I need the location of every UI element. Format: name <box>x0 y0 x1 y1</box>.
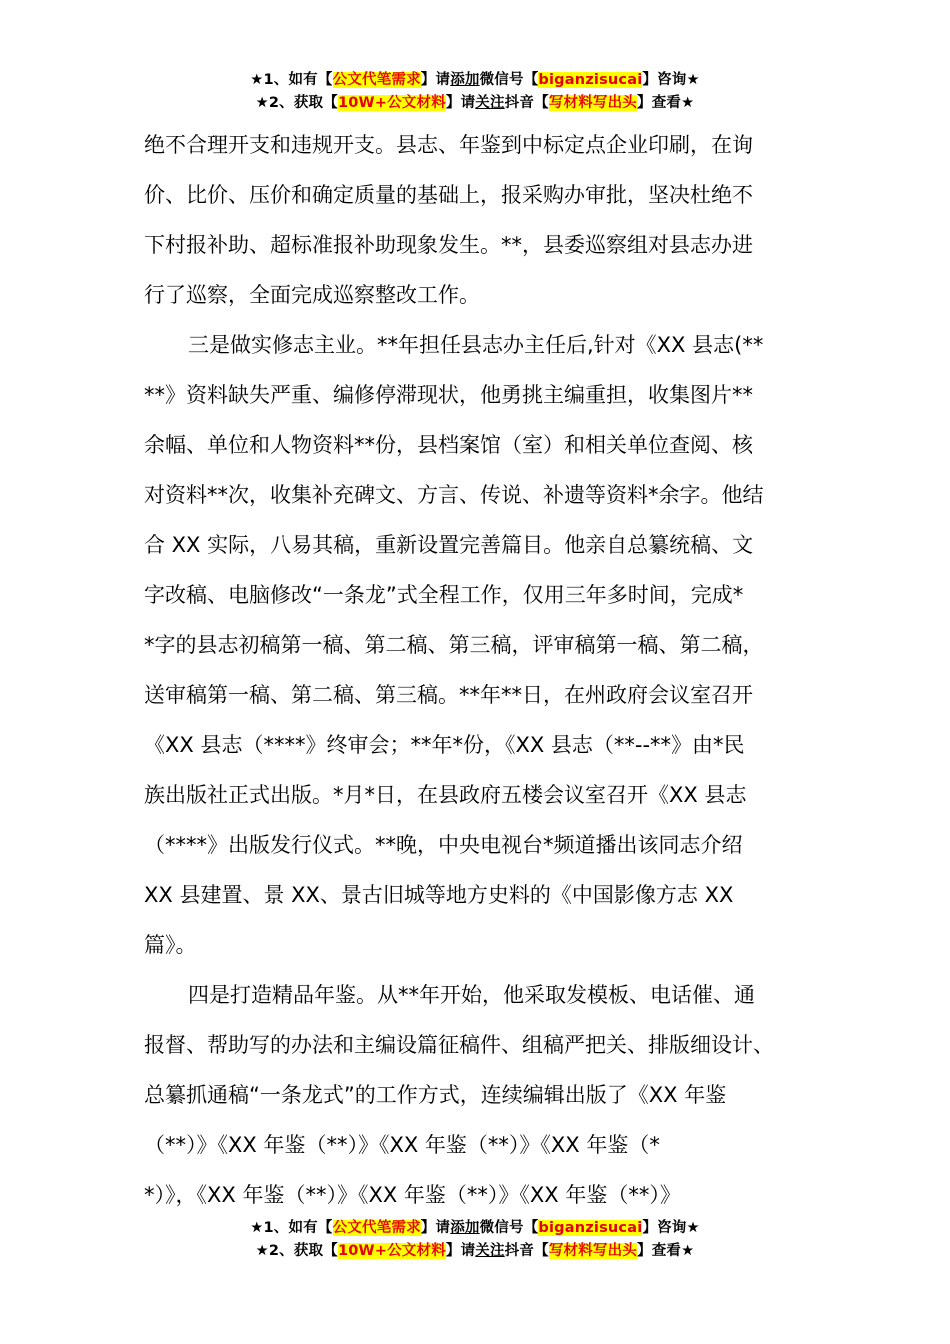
text-line: 报督、帮助写的办法和主编设篇征稿件、组稿严把关、排版细设计、 <box>144 1033 774 1057</box>
banner-text: 】请 <box>445 1243 476 1259</box>
text-line: 《XX 县志（****》终审会；**年*份，《XX 县志（**--**》由*民 <box>144 733 745 757</box>
banner-text: 抖音【 <box>504 95 549 111</box>
paragraph-1 <box>144 120 809 320</box>
text-line: 下村报补助、超标准报补助现象发生。**，县委巡察组对县志办进 <box>144 233 753 257</box>
banner-underlined: 关注 <box>475 95 505 111</box>
text-line: XX 县建置、景 XX、景古旧城等地方史料的《中国影像方志 XX <box>144 883 734 907</box>
banner-line-1 <box>0 1217 950 1240</box>
banner-text: 】查看★ <box>637 1243 695 1259</box>
banner-text: 】请 <box>445 95 476 111</box>
banner-text: 】咨询★ <box>642 1220 700 1236</box>
text-line: 送审稿第一稿、第二稿、第三稿。**年**日，在州政府会议室召开 <box>144 683 753 707</box>
banner-underlined: 添加 <box>450 1220 480 1236</box>
banner-underlined: 添加 <box>450 72 480 88</box>
banner-highlight: 公文代笔需求 <box>332 72 421 88</box>
text-line: 四是打造精品年鉴。从**年开始，他采取发模板、电话催、通 <box>188 983 755 1007</box>
footer-banner <box>0 1217 950 1263</box>
text-line: 合 XX 实际，八易其稿，重新设置完善篇目。他亲自总纂统稿、文 <box>144 533 754 557</box>
text-line: *字的县志初稿第一稿、第二稿、第三稿，评审稿第一稿、第二稿， <box>144 633 764 657</box>
text-line: 三是做实修志主业。**年担任县志办主任后,针对《XX 县志(** <box>188 333 764 357</box>
banner-text: ★1、如有【 <box>250 72 333 88</box>
paragraph-2 <box>144 320 809 970</box>
banner-highlight: biganzisucai <box>538 1220 643 1236</box>
text-line: *）》，《XX 年鉴（**）》《XX 年鉴（**）》《XX 年鉴（**）》 <box>144 1183 681 1207</box>
banner-text: 】查看★ <box>637 95 695 111</box>
banner-text: 】请 <box>420 72 451 88</box>
text-line: （**）》《XX 年鉴（**）》《XX 年鉴（**）》《XX 年鉴（* <box>144 1133 660 1157</box>
banner-text: ★2、获取【 <box>255 1243 338 1259</box>
text-line: 绝不合理开支和违规开支。县志、年鉴到中标定点企业印刷，在询 <box>144 133 753 157</box>
text-line: 行了巡察，全面完成巡察整改工作。 <box>144 283 480 307</box>
banner-text: 】请 <box>420 1220 451 1236</box>
text-line: 篇》。 <box>144 933 197 957</box>
banner-highlight: 10W+公文材料 <box>337 1243 446 1259</box>
header-banner <box>0 69 950 115</box>
document-body <box>144 120 809 1220</box>
banner-highlight: 写材料写出头 <box>548 95 638 111</box>
banner-highlight: 10W+公文材料 <box>337 95 446 111</box>
text-line: 对资料**次，收集补充碑文、方言、传说、补遗等资料*余字。他结 <box>144 483 764 507</box>
banner-text: 】咨询★ <box>642 72 700 88</box>
banner-text: 微信号【 <box>479 1220 539 1236</box>
text-line: 余幅、单位和人物资料**份，县档案馆（室）和相关单位查阅、核 <box>144 433 753 457</box>
text-line: 字改稿、电脑修改“一条龙”式全程工作，仅用三年多时间，完成* <box>144 583 744 607</box>
text-line: 总纂抓通稿“一条龙式”的工作方式，连续编辑出版了《XX 年鉴 <box>144 1083 727 1107</box>
paragraph-3 <box>144 970 809 1220</box>
banner-underlined: 关注 <box>475 1243 505 1259</box>
banner-text: 抖音【 <box>504 1243 549 1259</box>
banner-highlight: biganzisucai <box>538 72 643 88</box>
banner-text: ★2、获取【 <box>255 95 338 111</box>
banner-text: 微信号【 <box>479 72 539 88</box>
text-line: **》资料缺失严重、编修停滞现状，他勇挑主编重担，收集图片** <box>144 383 753 407</box>
banner-highlight: 公文代笔需求 <box>332 1220 421 1236</box>
text-line: 族出版社正式出版。*月*日，在县政府五楼会议室召开《XX 县志 <box>144 783 747 807</box>
banner-text: ★1、如有【 <box>250 1220 333 1236</box>
text-line: 价、比价、压价和确定质量的基础上，报采购办审批，坚决杜绝不 <box>144 183 753 207</box>
banner-line-2 <box>0 1240 950 1263</box>
banner-highlight: 写材料写出头 <box>548 1243 638 1259</box>
banner-line-1 <box>0 69 950 92</box>
banner-line-2 <box>0 92 950 115</box>
text-line: （****》出版发行仪式。**晚，中央电视台*频道播出该同志介绍 <box>144 833 743 857</box>
